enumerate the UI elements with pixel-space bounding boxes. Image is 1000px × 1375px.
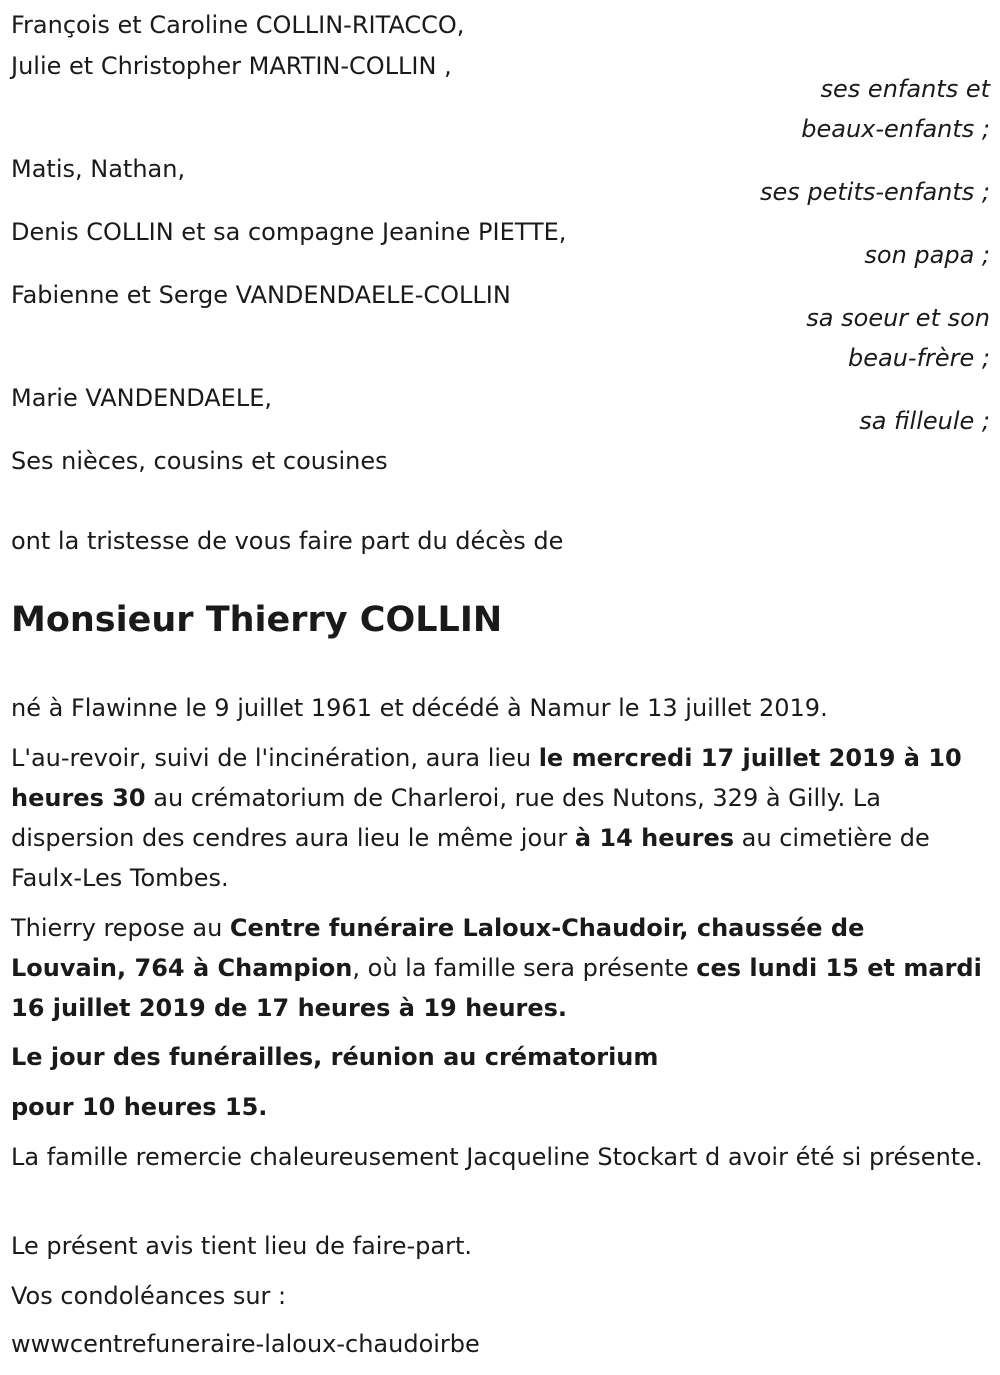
father-line: Denis COLLIN et sa compagne Jeanine PIETTE, bbox=[11, 218, 567, 246]
relation-children-1: ses enfants et bbox=[820, 75, 990, 103]
family-line-2: Julie et Christopher MARTIN-COLLIN , bbox=[11, 52, 452, 80]
condolences-label: Vos condoléances sur : bbox=[11, 1282, 287, 1310]
funeral-center-address: Centre funéraire Laloux-Chaudoir, chaussée de Louvain, 764 à Champion bbox=[11, 914, 865, 982]
notice-line: Le présent avis tient lieu de faire-part. bbox=[11, 1232, 473, 1260]
ceremony-text-3: au cimetière de Faulx-Les Tombes. bbox=[11, 824, 930, 892]
ceremony-text-2: au crématorium de Charleroi, rue des Nutons, 329 à Gilly. La dispersion des cendres aura lieu le même jour bbox=[11, 784, 881, 852]
sister-line: Fabienne et Serge VANDENDAELE-COLLIN bbox=[11, 281, 511, 309]
family-line-1: François et Caroline COLLIN-RITACCO, bbox=[11, 11, 465, 39]
relation-sister-1: sa soeur et son bbox=[806, 304, 990, 332]
ceremony-text-1: L'au-revoir, suivi de l'incinération, aura lieu bbox=[11, 744, 539, 772]
visitation-text-2: , où la famille sera présente bbox=[352, 954, 697, 982]
grandchildren-line: Matis, Nathan, bbox=[11, 155, 186, 183]
website-link[interactable]: wwwcentrefuneraire-laloux-chaudoirbe bbox=[11, 1330, 480, 1358]
birth-death-line: né à Flawinne le 9 juillet 1961 et décédé à Namur le 13 juillet 2019. bbox=[11, 694, 828, 722]
goddaughter-line: Marie VANDENDAELE, bbox=[11, 384, 272, 412]
meeting-line-1: Le jour des funérailles, réunion au crématorium bbox=[11, 1043, 659, 1071]
ceremony-date: le mercredi 17 juillet 2019 à 10 heures 30 bbox=[11, 744, 962, 812]
visitation-paragraph bbox=[11, 908, 986, 1028]
ceremony-paragraph bbox=[11, 738, 986, 898]
meeting-line-2: pour 10 heures 15. bbox=[11, 1093, 268, 1121]
cousins-line: Ses nièces, cousins et cousines bbox=[11, 447, 388, 475]
announcement-line: ont la tristesse de vous faire part du décès de bbox=[11, 527, 564, 555]
deceased-name: Monsieur Thierry COLLIN bbox=[11, 600, 503, 640]
visitation-dates: ces lundi 15 et mardi 16 juillet 2019 de 17 heures à 19 heures. bbox=[11, 954, 982, 1022]
relation-father: son papa ; bbox=[864, 241, 990, 269]
dispersion-time: à 14 heures bbox=[574, 824, 735, 852]
relation-children-2: beaux-enfants ; bbox=[801, 115, 990, 143]
relation-goddaughter: sa filleule ; bbox=[859, 407, 990, 435]
relation-grandchildren: ses petits-enfants ; bbox=[759, 178, 990, 206]
thanks-paragraph: La famille remercie chaleureusement Jacqueline Stockart d avoir été si présente. bbox=[11, 1143, 983, 1171]
relation-sister-2: beau-frère ; bbox=[847, 344, 990, 372]
visitation-text-1: Thierry repose au bbox=[11, 914, 230, 942]
